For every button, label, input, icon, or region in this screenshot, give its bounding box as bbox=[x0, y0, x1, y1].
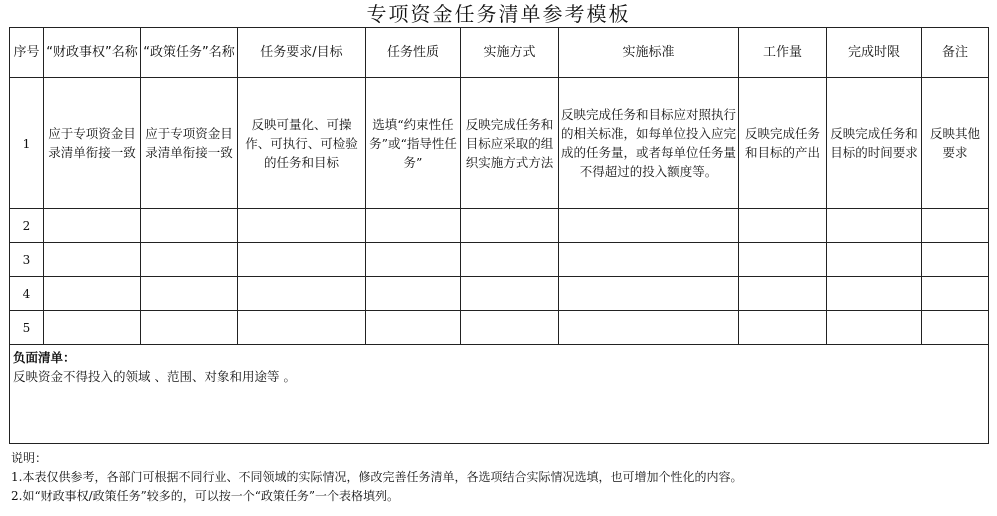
cell-empty[interactable] bbox=[366, 209, 461, 243]
cell-empty[interactable] bbox=[141, 243, 238, 277]
cell-empty[interactable] bbox=[238, 311, 366, 345]
cell-empty[interactable] bbox=[44, 243, 141, 277]
cell-empty[interactable] bbox=[238, 243, 366, 277]
header-method: 实施方式 bbox=[461, 28, 559, 78]
cell-no: 5 bbox=[10, 311, 44, 345]
cell-empty[interactable] bbox=[366, 277, 461, 311]
cell-empty[interactable] bbox=[922, 277, 989, 311]
negative-list-label: 负面清单： bbox=[13, 350, 76, 365]
header-fiscal-authority: “财政事权”名称 bbox=[44, 28, 141, 78]
cell-empty[interactable] bbox=[44, 311, 141, 345]
negative-list-content: 反映资金不得投入的领域 、范围、对象和用途等 。 bbox=[13, 369, 296, 384]
cell-empty[interactable] bbox=[238, 277, 366, 311]
task-list-table bbox=[9, 27, 989, 444]
cell-empty[interactable] bbox=[461, 209, 559, 243]
cell-empty[interactable] bbox=[739, 311, 827, 345]
cell-empty[interactable] bbox=[922, 311, 989, 345]
cell-no: 4 bbox=[10, 277, 44, 311]
notes-heading: 说明： bbox=[11, 451, 48, 465]
cell-empty[interactable] bbox=[461, 311, 559, 345]
cell-empty[interactable] bbox=[922, 209, 989, 243]
cell-empty[interactable] bbox=[559, 209, 739, 243]
page-title: 专项资金任务清单参考模板 bbox=[366, 2, 631, 26]
table-row bbox=[10, 209, 989, 243]
header-workload: 工作量 bbox=[739, 28, 827, 78]
cell-empty[interactable] bbox=[739, 209, 827, 243]
cell-nature: 选填“约束性任务”或“指导性任务” bbox=[366, 78, 461, 209]
cell-policy-task: 应于专项资金目录清单衔接一致 bbox=[141, 78, 238, 209]
notes-section bbox=[11, 449, 991, 506]
cell-method: 反映完成任务和目标应采取的组织实施方式方法 bbox=[461, 78, 559, 209]
cell-no: 2 bbox=[10, 209, 44, 243]
note-item: 2.如“财政事权/政策任务”较多的，可以按一个“政策任务”一个表格填列。 bbox=[11, 489, 400, 503]
cell-empty[interactable] bbox=[141, 277, 238, 311]
header-requirement: 任务要求/目标 bbox=[238, 28, 366, 78]
header-standard: 实施标准 bbox=[559, 28, 739, 78]
cell-empty[interactable] bbox=[559, 311, 739, 345]
note-item: 1.本表仅供参考，各部门可根据不同行业、不同领域的实际情况，修改完善任务清单，各选项结合实际情况选填，也可增加个性化的内容。 bbox=[11, 470, 743, 484]
header-deadline: 完成时限 bbox=[827, 28, 922, 78]
table-row bbox=[10, 311, 989, 345]
cell-no: 3 bbox=[10, 243, 44, 277]
cell-empty[interactable] bbox=[44, 209, 141, 243]
table-row bbox=[10, 243, 989, 277]
cell-workload: 反映完成任务和目标的产出 bbox=[739, 78, 827, 209]
cell-empty[interactable] bbox=[827, 209, 922, 243]
cell-empty[interactable] bbox=[922, 243, 989, 277]
header-nature: 任务性质 bbox=[366, 28, 461, 78]
cell-empty[interactable] bbox=[827, 277, 922, 311]
header-no: 序号 bbox=[10, 28, 44, 78]
cell-empty[interactable] bbox=[366, 243, 461, 277]
header-row bbox=[10, 28, 989, 78]
cell-deadline: 反映完成任务和目标的时间要求 bbox=[827, 78, 922, 209]
cell-empty[interactable] bbox=[461, 277, 559, 311]
cell-empty[interactable] bbox=[827, 243, 922, 277]
cell-requirement: 反映可量化、可操作、可执行、可检验的任务和目标 bbox=[238, 78, 366, 209]
header-policy-task: “政策任务”名称 bbox=[141, 28, 238, 78]
table-row bbox=[10, 277, 989, 311]
cell-empty[interactable] bbox=[141, 209, 238, 243]
cell-no: 1 bbox=[10, 78, 44, 209]
cell-empty[interactable] bbox=[141, 311, 238, 345]
header-remark: 备注 bbox=[922, 28, 989, 78]
negative-list-row bbox=[10, 345, 989, 444]
cell-empty[interactable] bbox=[559, 243, 739, 277]
cell-empty[interactable] bbox=[366, 311, 461, 345]
cell-fiscal-authority: 应于专项资金目录清单衔接一致 bbox=[44, 78, 141, 209]
cell-standard: 反映完成任务和目标应对照执行的相关标准，如每单位投入应完成的任务量，或者每单位任务量不得超过的投入额度等。 bbox=[559, 78, 739, 209]
cell-empty[interactable] bbox=[739, 277, 827, 311]
cell-empty[interactable] bbox=[238, 209, 366, 243]
negative-list-cell bbox=[10, 345, 989, 444]
cell-empty[interactable] bbox=[559, 277, 739, 311]
cell-empty[interactable] bbox=[461, 243, 559, 277]
table-row bbox=[10, 78, 989, 209]
cell-empty[interactable] bbox=[739, 243, 827, 277]
cell-remark: 反映其他要求 bbox=[922, 78, 989, 209]
cell-empty[interactable] bbox=[44, 277, 141, 311]
cell-empty[interactable] bbox=[827, 311, 922, 345]
